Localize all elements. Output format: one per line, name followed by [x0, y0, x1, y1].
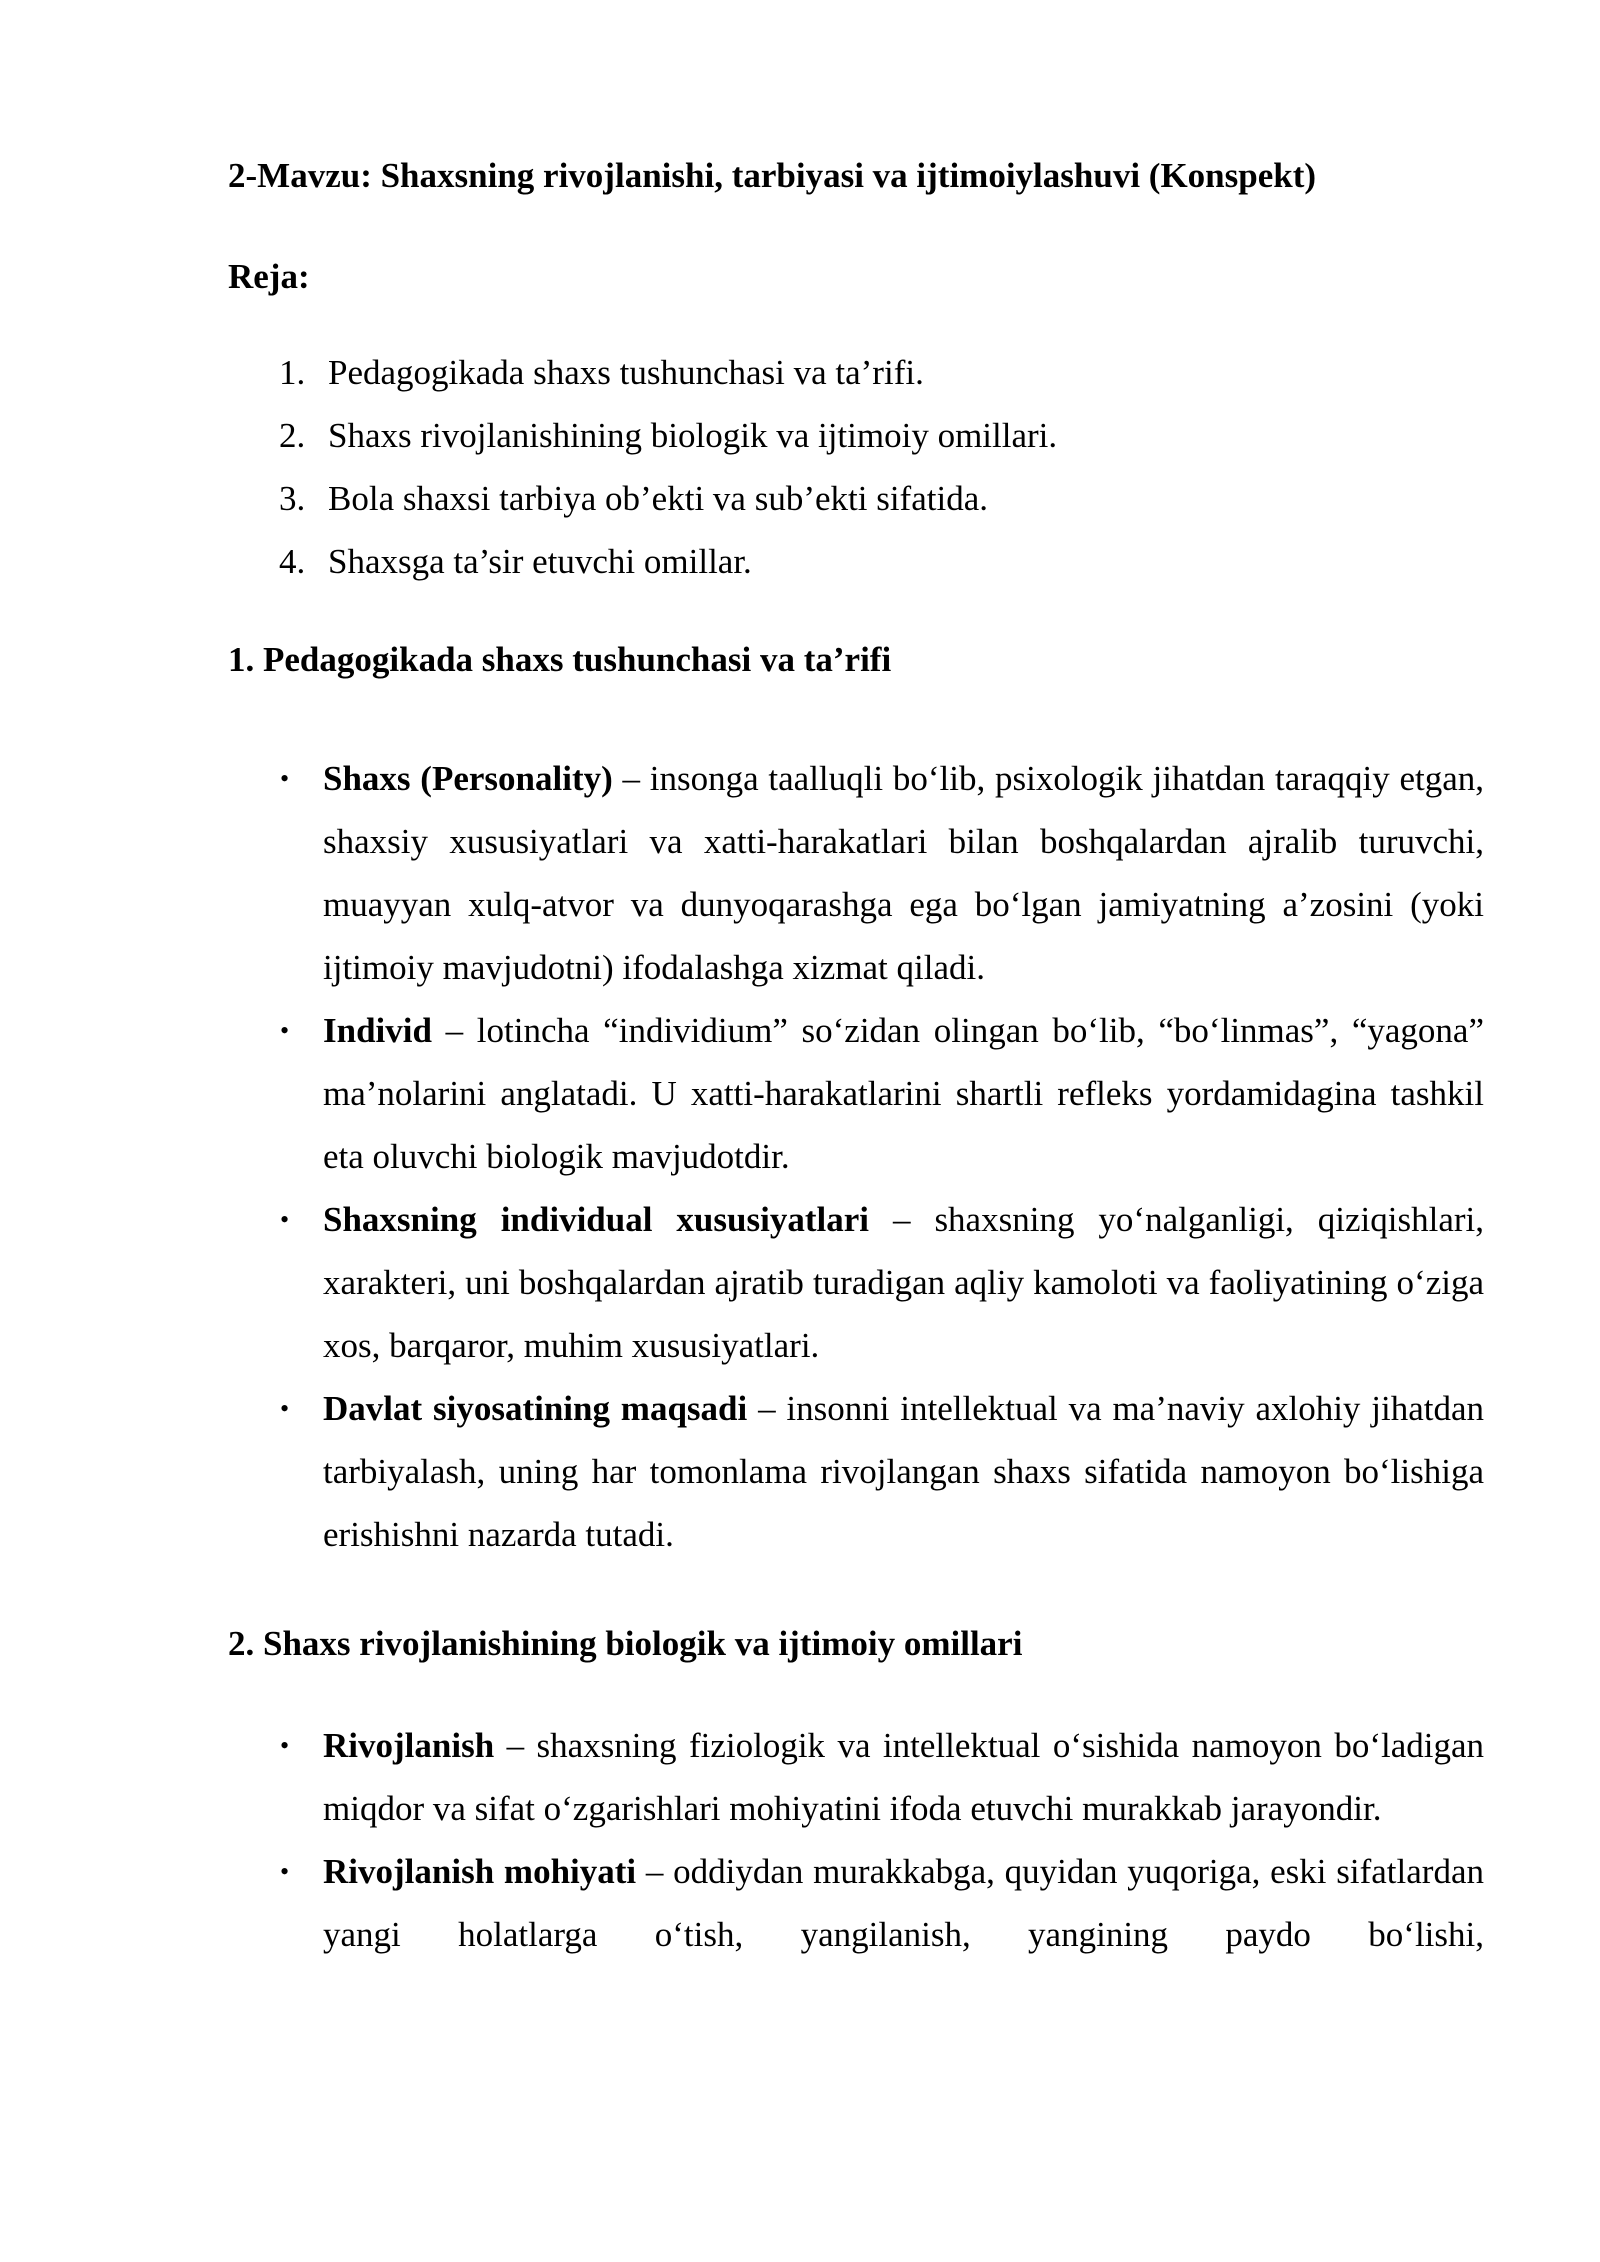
bullet-item — [228, 999, 1484, 1188]
plan-item-number: 2. — [279, 416, 306, 455]
plan-item-text: Pedagogikada shaxs tushunchasi va ta’rifi. — [328, 353, 924, 392]
plan-item — [228, 530, 1484, 593]
bullet-term: Shaxsning individual xususiyatlari — [323, 1200, 869, 1239]
bullet-text: – insonni intellektual va ma’naviy axlohiy jihatdan tarbiyalash, uning har tomonlama rivojlangan shaxs sifatida namoyon boʻlishiga erishishni nazarda tutadi. — [323, 1389, 1484, 1554]
bullet-term: Davlat siyosatining maqsadi — [323, 1389, 748, 1428]
plan-item-number: 1. — [279, 353, 306, 392]
bullet-term: Rivojlanish mohiyati — [323, 1852, 637, 1891]
plan-item — [228, 341, 1484, 404]
bullet-marker-icon: • — [280, 1857, 290, 1886]
section-2-bullet-list — [228, 1714, 1484, 1966]
bullet-marker-icon: • — [280, 1394, 290, 1423]
document-content — [228, 144, 1484, 1966]
bullet-item — [228, 1188, 1484, 1377]
plan-item-text: Shaxs rivojlanishining biologik va ijtimoiy omillari. — [328, 416, 1058, 455]
plan-item — [228, 467, 1484, 530]
bullet-term: Individ — [323, 1011, 432, 1050]
bullet-text: – insonga taalluqli boʻlib, psixologik jihatdan taraqqiy etgan, shaxsiy xususiyatlari va xatti-harakatlari bilan boshqalardan ajralib turuvchi, muayyan xulq-atvor va dunyoqarashga ega boʻlgan jamiyatning a’zosini (yoki ijtimoiy mavjudotni) ifodalashga xizmat qiladi. — [323, 759, 1484, 987]
plan-item-number: 3. — [279, 479, 306, 518]
bullet-term: Shaxs (Personality) — [323, 759, 613, 798]
bullet-term: Rivojlanish — [323, 1726, 495, 1765]
plan-item — [228, 404, 1484, 467]
bullet-text: – shaxsning yoʻnalganligi, qiziqishlari, xarakteri, uni boshqalardan ajratib turadigan aqliy kamoloti va faoliyatining oʻziga xos, barqaror, muhim xususiyatlari. — [323, 1200, 1484, 1365]
bullet-marker-icon: • — [280, 764, 290, 793]
bullet-item — [228, 747, 1484, 999]
plan-item-number: 4. — [279, 542, 306, 581]
document-title: 2-Mavzu: Shaxsning rivojlanishi, tarbiyasi va ijtimoiylashuvi (Konspekt) — [228, 156, 1317, 195]
bullet-text: – shaxsning fiziologik va intellektual oʻsishida namoyon boʻladigan miqdor va sifat oʻzgarishlari mohiyatini ifoda etuvchi murakkab jarayondir. — [323, 1726, 1484, 1828]
section-1-heading: 1. Pedagogikada shaxs tushunchasi va ta’rifi — [228, 640, 892, 679]
section-2-heading: 2. Shaxs rivojlanishining biologik va ijtimoiy omillari — [228, 1624, 1023, 1663]
bullet-item — [228, 1840, 1484, 1966]
section-1-bullet-list — [228, 747, 1484, 1566]
bullet-marker-icon: • — [280, 1016, 290, 1045]
bullet-text: – lotincha “individium” soʻzidan olingan boʻlib, “boʻlinmas”, “yagona” ma’nolarini anglatadi. U xatti-harakatlarini shartli refleks yordamidagina tashkil eta oluvchi biologik mavjudotdir. — [323, 1011, 1484, 1176]
bullet-marker-icon: • — [280, 1731, 290, 1760]
bullet-marker-icon: • — [280, 1205, 290, 1234]
bullet-item — [228, 1714, 1484, 1840]
plan-label: Reja: — [228, 257, 310, 296]
bullet-item — [228, 1377, 1484, 1566]
plan-item-text: Shaxsga ta’sir etuvchi omillar. — [328, 542, 752, 581]
plan-item-text: Bola shaxsi tarbiya ob’ekti va sub’ekti sifatida. — [328, 479, 988, 518]
plan-list — [228, 341, 1484, 593]
bullet-text: – oddiydan murakkabga, quyidan yuqoriga, eski sifatlardan yangi holatlarga oʻtish, yangilanish, yangining paydo boʻlishi, — [323, 1852, 1484, 1954]
